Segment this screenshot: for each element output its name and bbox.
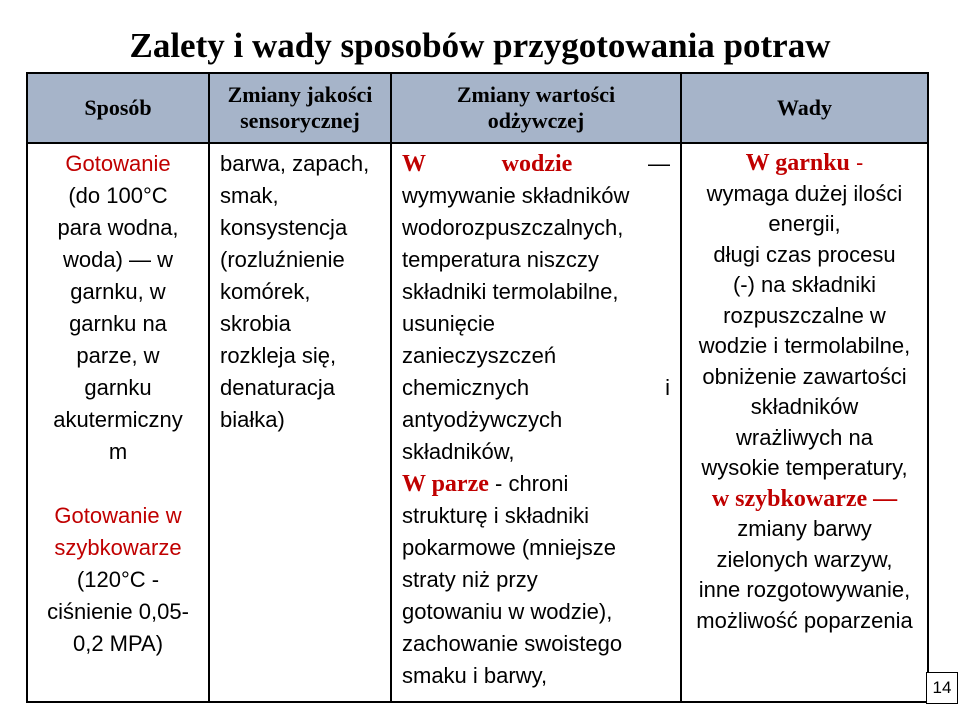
- method1-line: akutermiczny: [53, 407, 183, 432]
- nutritional-line: składniki termolabilne,: [402, 279, 619, 304]
- sensory-cell: [209, 143, 391, 702]
- drawbacks-line: składników: [750, 394, 859, 419]
- comparison-table: [26, 72, 929, 703]
- drawbacks-line: rozpuszczalne w: [723, 302, 886, 328]
- method1-line: m: [108, 439, 128, 464]
- nutritional-line: pokarmowe (mniejsze: [402, 535, 616, 560]
- pot-heading: [682, 148, 927, 179]
- nutritional-line: zachowanie swoistego: [402, 631, 623, 656]
- nutritional-line: straty niż przy: [402, 567, 538, 592]
- sensory-line: (rozluźnienie: [220, 247, 345, 272]
- sensory-line: konsystencja: [220, 215, 348, 240]
- method2-name: szybkowarze: [54, 535, 182, 560]
- drawbacks-line: wysokie temperatury,: [701, 455, 908, 480]
- method2-line: ciśnienie 0,05-: [47, 599, 189, 624]
- drawbacks-line: obniżenie zawartości: [702, 363, 907, 389]
- in-water-label-b: wodzie: [501, 151, 573, 177]
- method1-line: garnku na: [69, 311, 167, 336]
- nutritional-cell: [391, 143, 681, 702]
- header-sensory-line1: Zmiany jakości: [227, 82, 373, 107]
- method1-line: garnku: [84, 375, 152, 400]
- nutritional-line: usunięcie: [402, 311, 495, 336]
- drawbacks-line: energii,: [768, 211, 841, 236]
- drawbacks-line: zielonych warzyw,: [716, 546, 893, 572]
- header-sensory: [209, 73, 391, 143]
- method2-name: Gotowanie w: [54, 503, 182, 528]
- table-row: [27, 143, 928, 702]
- drawbacks-line: długi czas procesu: [713, 241, 896, 267]
- page-number: 14: [926, 672, 958, 704]
- in-water-heading: [402, 148, 670, 180]
- sensory-line: komórek,: [220, 279, 311, 304]
- drawbacks-line: (-) na składniki: [732, 272, 877, 297]
- drawbacks-line: inne rozgotowywanie,: [698, 577, 911, 602]
- in-water-label-a: W: [402, 151, 426, 177]
- sensory-line: białka): [220, 407, 285, 432]
- pot-label: W garnku: [745, 150, 850, 176]
- sensory-line: denaturacja: [220, 375, 335, 400]
- page-title: Zalety i wady sposobów przygotowania potraw: [129, 26, 831, 65]
- drawbacks-line: zmiany barwy: [737, 516, 872, 541]
- header-nutritional-line1: Zmiany wartości: [456, 82, 616, 107]
- header-drawbacks: Wady: [681, 73, 928, 143]
- method1-line: parze, w: [76, 343, 160, 368]
- nutritional-word: chemicznych: [402, 375, 530, 400]
- nutritional-word: i: [665, 375, 670, 400]
- steam-first: - chroni: [495, 471, 569, 496]
- header-sensory-line2: sensorycznej: [240, 108, 360, 133]
- drawbacks-line: wrażliwych na: [736, 424, 873, 450]
- method1-name: Gotowanie: [65, 151, 171, 176]
- drawbacks-line: wymaga dużej ilości: [706, 180, 903, 206]
- nutritional-line: antyodżywczych: [402, 407, 563, 432]
- header-nutritional: [391, 73, 681, 143]
- steam-heading: [402, 468, 670, 500]
- in-water-dash: —: [648, 151, 670, 176]
- header-row: [27, 73, 928, 143]
- method2-line: 0,2 MPA): [72, 631, 164, 656]
- drawbacks-line: możliwość poparzenia: [696, 607, 913, 633]
- steam-label: W parze: [402, 471, 489, 497]
- pot-dash: -: [849, 150, 864, 175]
- method2-line: (120°C -: [76, 567, 160, 592]
- nutritional-line: smaku i barwy,: [402, 663, 548, 688]
- drawbacks-line: wodzie i termolabilne,: [698, 333, 911, 358]
- nutritional-line: strukturę i składniki: [402, 503, 590, 528]
- nutritional-line: gotowaniu w wodzie),: [402, 599, 613, 624]
- sensory-line: rozkleja się,: [220, 343, 337, 368]
- pressure-cooker-label: w szybkowarze —: [711, 485, 898, 512]
- sensory-line: skrobia: [220, 311, 291, 336]
- nutritional-line: wodorozpuszczalnych,: [402, 215, 624, 240]
- header-nutritional-line2: odżywczej: [487, 108, 585, 133]
- nutritional-line: wymywanie składników: [402, 183, 630, 208]
- drawbacks-cell: [681, 143, 928, 702]
- method1-line: para wodna,: [57, 215, 179, 240]
- sensory-line: smak,: [220, 183, 279, 208]
- sensory-line: barwa, zapach,: [220, 151, 370, 176]
- method1-line: woda) — w: [62, 247, 174, 272]
- nutritional-line: temperatura niszczy: [402, 247, 599, 272]
- method1-line: (do 100°C: [68, 183, 168, 208]
- nutritional-line: zanieczyszczeń: [402, 343, 557, 368]
- header-method: Sposób: [27, 73, 209, 143]
- nutritional-line: składników,: [402, 439, 515, 464]
- nutritional-line: [402, 372, 670, 404]
- method-cell: [27, 143, 209, 702]
- method1-line: garnku, w: [70, 279, 166, 304]
